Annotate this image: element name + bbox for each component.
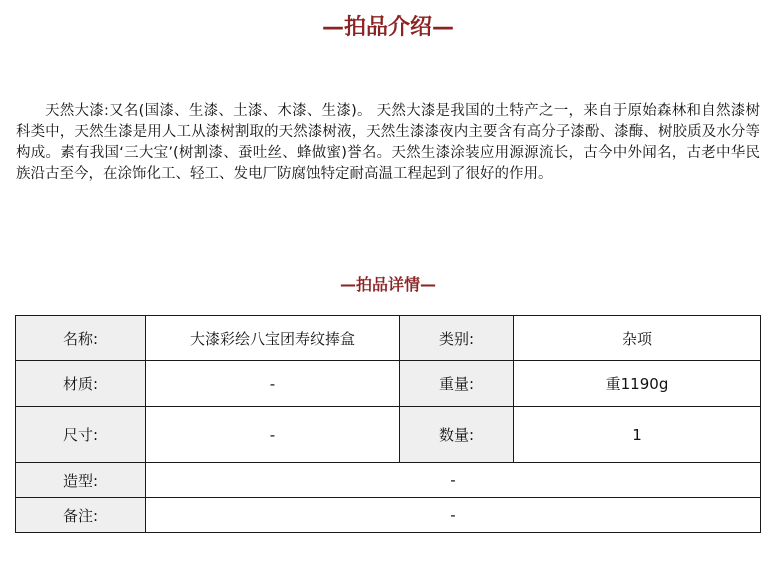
detail-section-title: —拍品详情—: [339, 275, 436, 294]
material-label: 材质:: [16, 361, 146, 407]
quantity-value: 1: [514, 407, 761, 463]
detail-row-size: [16, 407, 761, 463]
quantity-label: 数量:: [400, 407, 514, 463]
name-value: 大漆彩绘八宝团寿纹捧盒: [146, 316, 400, 361]
weight-value: 重1190g: [514, 361, 761, 407]
category-value: 杂项: [514, 316, 761, 361]
detail-row-material: [16, 361, 761, 407]
detail-row-shape: [16, 463, 761, 498]
detail-table: [15, 315, 761, 533]
intro-section-title: —拍品介绍—: [321, 15, 454, 40]
intro-paragraph: 天然大漆:又名(国漆、生漆、土漆、木漆、生漆)。 天然大漆是我国的土特产之一，来自于原始森林和自然漆树科类中，天然生漆是用人工从漆树割取的天然漆树液，天然生漆漆夜内主要含有高分子漆酚、漆酶、树胶质及水分等构成。素有我国‘三大宝’(树割漆、蚕吐丝、蜂做蜜)誉名。天然生漆涂装应用源源流长，古今中外闻名，古老中华民族沿古至今，在涂饰化工、轻工、发电厂防腐蚀特定耐高温工程起到了很好的作用。: [16, 103, 760, 182]
category-label: 类别:: [400, 316, 514, 361]
size-value: -: [146, 407, 400, 463]
material-value: -: [146, 361, 400, 407]
size-label: 尺寸:: [16, 407, 146, 463]
detail-row-name: [16, 316, 761, 361]
weight-label: 重量:: [400, 361, 514, 407]
note-label: 备注:: [16, 498, 146, 533]
shape-value: -: [146, 463, 761, 498]
name-label: 名称:: [16, 316, 146, 361]
detail-row-note: [16, 498, 761, 533]
note-value: -: [146, 498, 761, 533]
shape-label: 造型:: [16, 463, 146, 498]
